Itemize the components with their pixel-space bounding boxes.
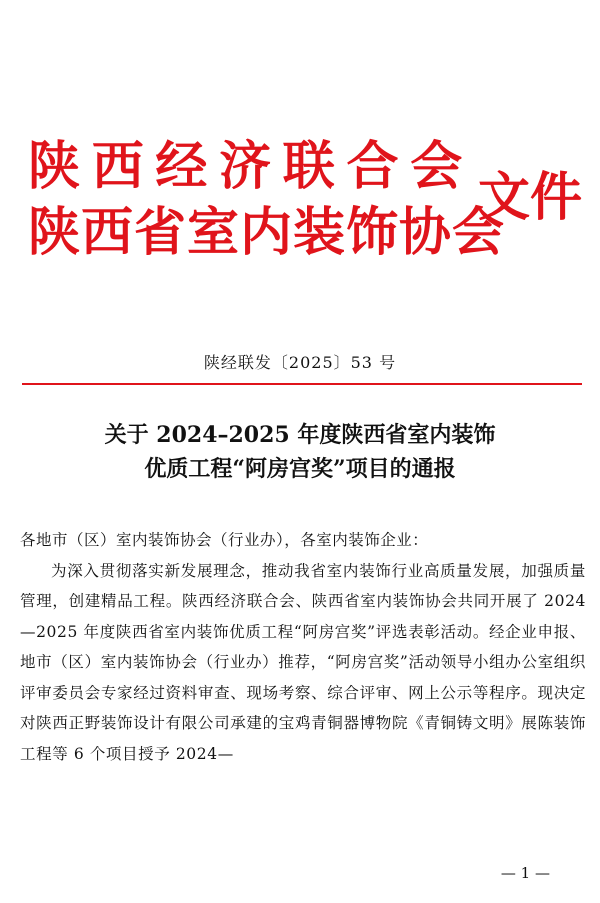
title-line-2: 优质工程“阿房宫奖”项目的通报 (144, 456, 456, 482)
document-header (0, 0, 600, 280)
document-type-label: 文件 (478, 167, 583, 228)
body-paragraph: 为深入贯彻落实新发展理念，推动我省室内装饰行业高质量发展，加强质量管理，创建精品工程。陕西经济联合会、陕西省室内装饰协会共同开展了 2024—2025 年度陕西省室内装饰优质工程“阿房宫奖”评选表彰活动。经企业申报、地市（区）室内装饰协会（行业办）推荐，“阿房宫奖”活动领导小组办公室组织评审委员会专家经过资料审查、现场考察、综合评审、网上公示等程序。现决定对陕西正野装饰设计有限公司承建的宝鸡青铜器博物院《青铜铸文明》展陈装饰工程等 6 个项目授予 2024— (20, 561, 586, 763)
document-title (0, 418, 600, 486)
addressee: 各地市（区）室内装饰协会（行业办），各室内装饰企业： (20, 531, 429, 549)
document-body (20, 525, 586, 769)
title-line-1: 关于 2024–2025 年度陕西省室内装饰 (104, 422, 496, 448)
issuing-org-2: 陕西省室内装饰协会 (28, 202, 506, 263)
red-divider (22, 383, 582, 385)
issuing-org-1: 陕西经济联合会 (28, 136, 474, 197)
document-number: 陕经联发〔2025〕53 号 (203, 353, 397, 372)
page-number: — 1 — (500, 864, 550, 882)
